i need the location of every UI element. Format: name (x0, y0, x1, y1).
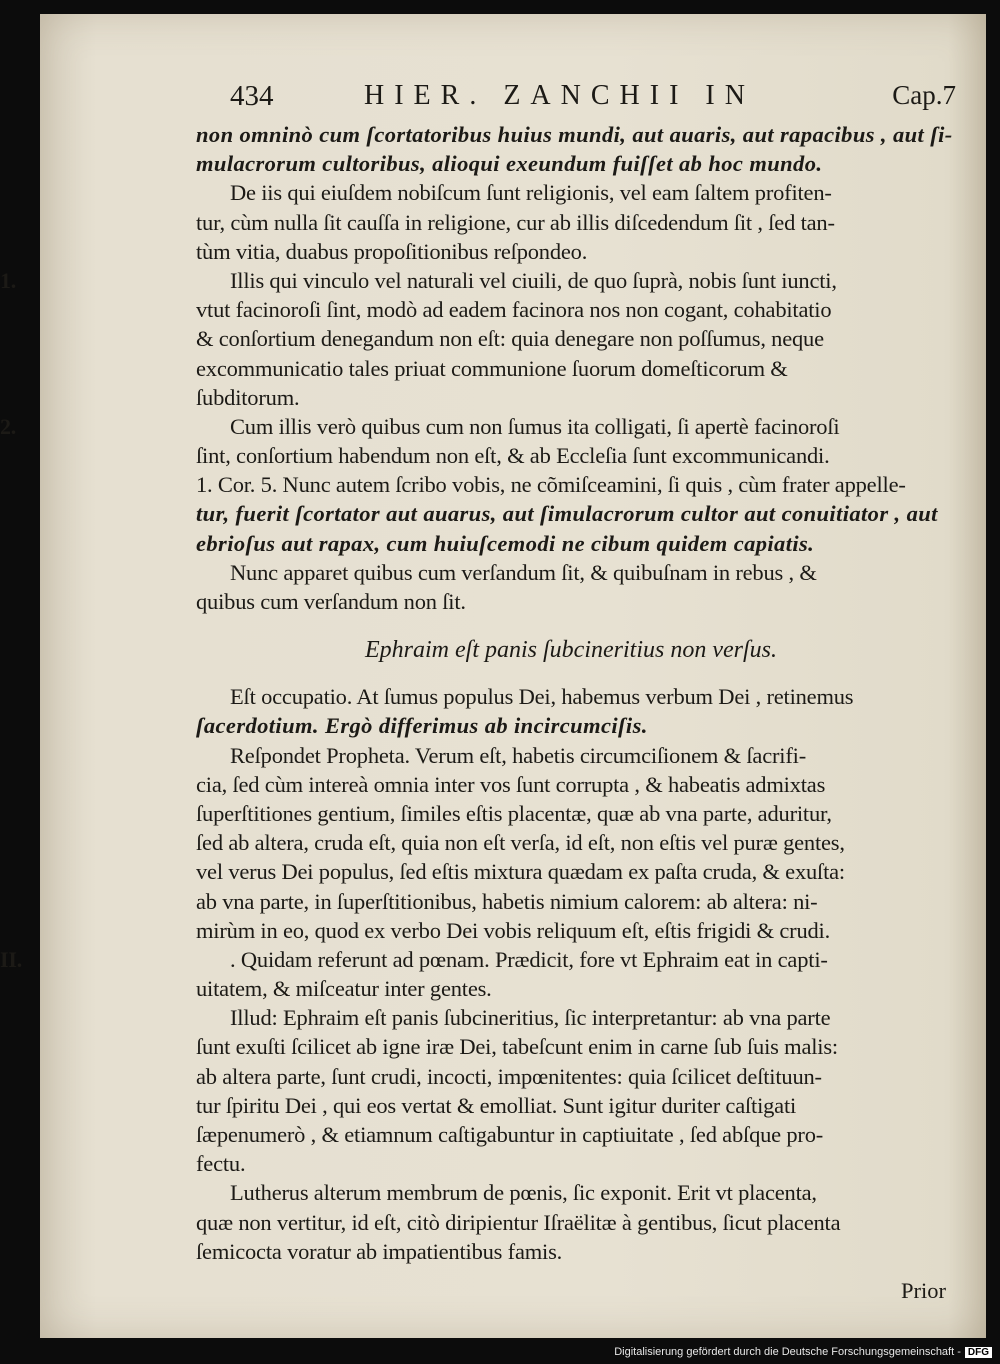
body-text-part-2 (0, 682, 946, 1266)
margin-numeral: 1. (0, 267, 17, 293)
section-heading: Ephraim eſt panis ſubcineritius non verſus. (365, 637, 777, 664)
margin-numeral: 2. (0, 413, 17, 439)
text-line: 2. Cum illis verò quibus cum non ſumus ita colligati, ſi apertè facinoroſi (196, 412, 946, 441)
dfg-logo: DFG (965, 1347, 992, 1358)
digitization-footer (614, 1346, 992, 1358)
text-line: ſæpenumerò , & etiamnum caſtigabuntur in captiuitate , ſed abſque pro- (196, 1122, 824, 1147)
text-line: ſunt exuſti ſcilicet ab igne iræ Dei, tabeſcunt enim in carne ſub ſuis malis: (196, 1034, 838, 1060)
text-line: Illud: Ephraim eſt panis ſubcineritius, ſic interpretantur: ab vna parte (230, 1005, 831, 1031)
text-line: ebrioſus aut rapax, cum huiuſcemodi ne cibum quidem capiatis. (196, 530, 815, 556)
text-line: ab altera parte, ſunt crudi, incocti, impœnitentes: quia ſcilicet deſtituun- (196, 1063, 822, 1089)
text-line: ſemicocta voratur ab impatientibus famis. (196, 1238, 563, 1264)
text-line: Nunc apparet quibus cum verſandum ſit, & quibuſnam in rebus , & (230, 559, 817, 585)
text-line: Eſt occupatio. At ſumus populus Dei, habemus verbum Dei , retinemus (230, 684, 854, 710)
text-line: vel verus Dei populus, ſed eſtis mixtura quædam ex paſta cruda, & exuſta: (196, 859, 845, 885)
page-text-block (0, 80, 956, 1305)
margin-numeral: II. (0, 946, 23, 972)
text-line: mulacrorum cultoribus, alioqui exeundum fuiſſet ab hoc mundo. (196, 151, 823, 177)
catchword: Prior (901, 1277, 946, 1303)
text-line: cia, ſed cùm intereà omnia inter vos ſunt corrupta , & habeatis admixtas (196, 771, 826, 797)
text-line: Reſpondet Propheta. Verum eſt, habetis circumciſionem & ſacrifi- (230, 742, 806, 768)
text-line: ſed ab altera, cruda eſt, quia non eſt verſa, id eſt, non eſtis vel puræ gentes, (196, 830, 845, 856)
text-line: tur, fuerit ſcortator aut auarus, aut ſimulacrorum cultor aut conuitiator , aut (196, 501, 938, 527)
running-title: HIER. ZANCHII IN (364, 80, 755, 111)
text-line: De iis qui eiuſdem nobiſcum ſunt religionis, vel eam ſaltem profiten- (230, 180, 832, 206)
text-line: ſubditorum. (196, 384, 300, 410)
text-line: ſint, conſortium habendum non eſt, & ab Eccleſia ſunt excommunicandi. (196, 443, 830, 469)
text-line: Lutherus alterum membrum de pœnis, ſic exponit. Erit vt placenta, (230, 1180, 817, 1206)
text-line: 1. Illis qui vinculo vel naturali vel ciuili, de quo ſuprà, nobis ſunt iuncti, (196, 266, 946, 295)
text-line: tùm vitia, duabus propoſitionibus reſpondeo. (196, 238, 588, 264)
footer-text: Digitalisierung gefördert durch die Deutsche Forschungsgemeinschaft - (614, 1346, 961, 1358)
chapter-label: Cap.7 (892, 80, 956, 110)
text-line: non omninò cum ſcortatoribus huius mundi, aut auaris, aut rapacibus , aut ſi- (196, 122, 953, 147)
text-line: quibus cum verſandum non ſit. (196, 589, 466, 614)
text-line: ſacerdotium. Ergò differimus ab incircumciſis. (196, 713, 648, 739)
text-line: tur ſpiritu Dei , qui eos vertat & emolliat. Sunt igitur duriter caſtigati (196, 1092, 797, 1118)
text-line: fectu. (196, 1151, 246, 1177)
text-line: ſuperſtitiones gentium, ſimiles eſtis placentæ, quæ ab vna parte, aduritur, (196, 800, 832, 826)
page-number: 434 (230, 80, 274, 112)
text-line: vtut facinoroſi ſint, modò ad eadem facinora nos non cogant, cohabitatio (196, 297, 832, 323)
body-text-part-1 (0, 120, 953, 616)
text-line: & conſortium denegandum non eſt: quia denegare non poſſumus, neque (196, 326, 824, 352)
text-line: uitatem, & miſceatur inter gentes. (196, 976, 492, 1002)
text-line: ab vna parte, in ſuperſtitionibus, habetis nimium calorem: ab altera: ni- (196, 888, 818, 914)
text-line: 1. Cor. 5. Nunc autem ſcribo vobis, ne cõmiſceamini, ſi quis , cùm frater appelle- (196, 472, 906, 498)
text-line: quæ non vertitur, id eſt, citò diripientur Iſraëlitæ à gentibus, ſicut placenta (196, 1209, 841, 1235)
text-line: mirùm in eo, quod ex verbo Dei vobis reliquum eſt, eſtis frigidi & crudi. (196, 917, 831, 943)
text-line: excommunicatio tales priuat communione ſuorum domeſticorum & (196, 355, 788, 381)
text-line: tur, cùm nulla ſit cauſſa in religione, cur ab illis diſcedendum ſit , ſed tan- (196, 209, 835, 235)
text-line: II. . Quidam referunt ad pœnam. Prædicit, fore vt Ephraim eat in capti- (196, 945, 946, 974)
running-header (196, 80, 956, 120)
